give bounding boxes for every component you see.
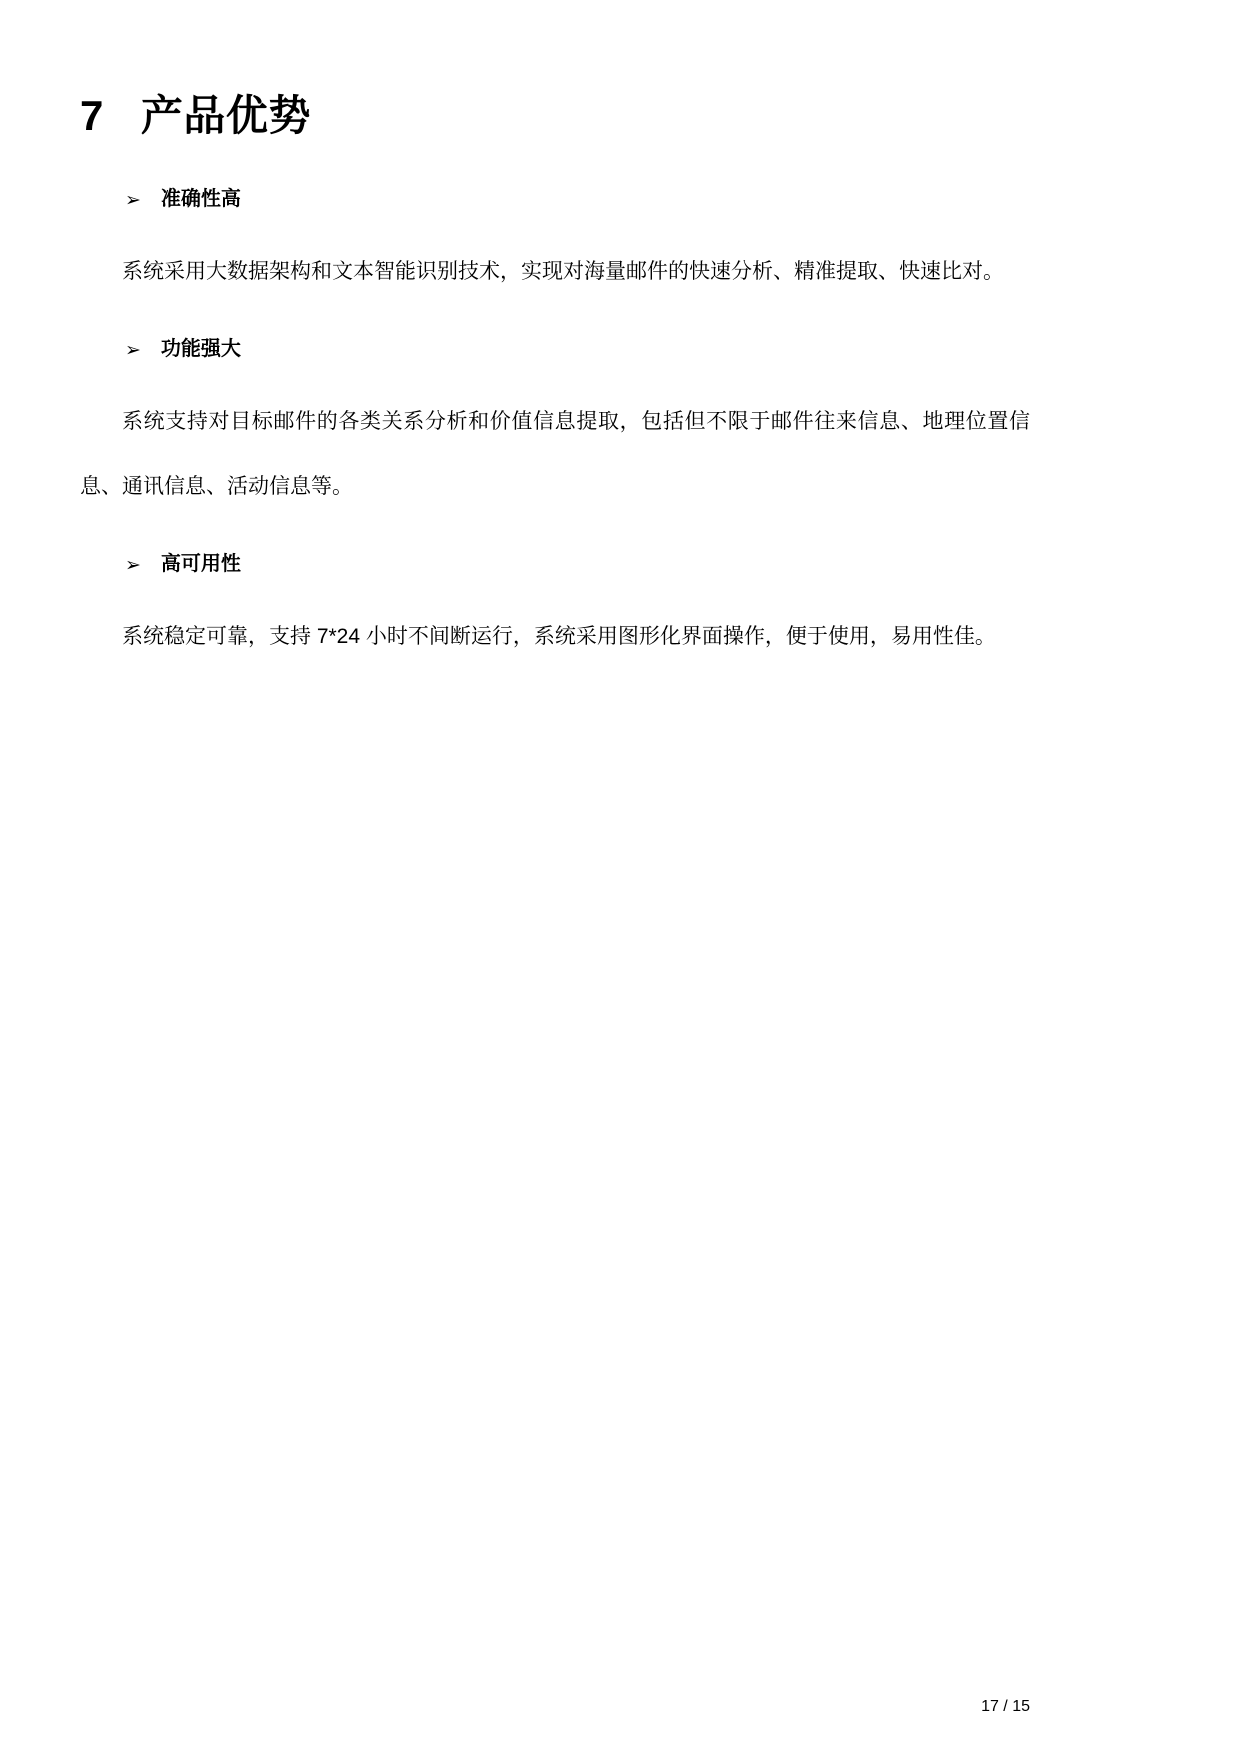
section-heading-label: 功能强大: [160, 338, 241, 360]
arrow-bullet-icon: ➢: [125, 340, 141, 361]
page-title: [80, 88, 1030, 144]
arrow-bullet-icon: ➢: [125, 190, 141, 211]
page-number: 17 / 15: [981, 1698, 1030, 1715]
section-body-functionality: 系统支持对目标邮件的各类关系分析和价值信息提取，包括但不限于邮件往来信息、地理位置信息、通讯信息、活动信息等。: [80, 410, 1030, 498]
section-heading-availability: [80, 549, 1030, 580]
section-body-availability: 系统稳定可靠，支持 7*24 小时不间断运行，系统采用图形化界面操作，便于使用，易用性佳。: [122, 625, 996, 648]
section-heading-accuracy: [80, 184, 1030, 215]
heading-number: 7: [80, 92, 104, 139]
document-page-content: [80, 88, 1030, 669]
section-body-accuracy: 系统采用大数据架构和文本智能识别技术，实现对海量邮件的快速分析、精准提取、快速比对。: [122, 260, 1004, 283]
section-heading-label: 高可用性: [160, 553, 241, 575]
section-heading-functionality: [80, 334, 1030, 365]
section-heading-label: 准确性高: [160, 188, 241, 210]
heading-text: 产品优势: [140, 92, 311, 139]
arrow-bullet-icon: ➢: [125, 555, 141, 576]
